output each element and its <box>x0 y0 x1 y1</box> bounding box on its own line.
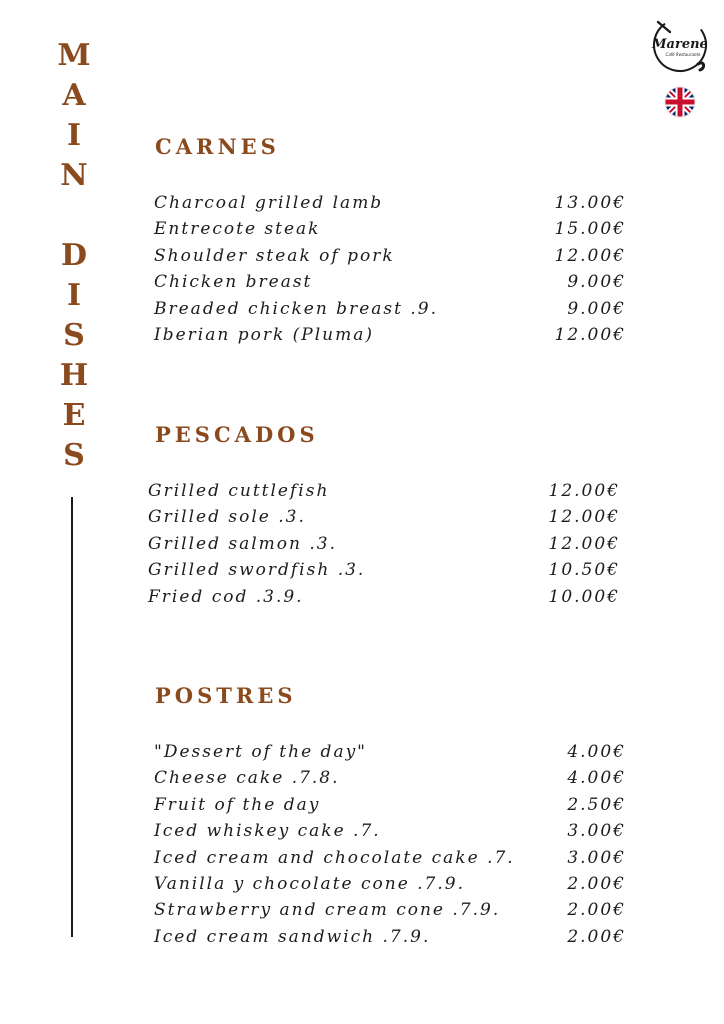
pescados-list <box>148 478 620 610</box>
menu-item <box>154 216 626 242</box>
item-price: 2.00€ <box>567 926 626 947</box>
item-name: Entrecote steak <box>154 219 321 240</box>
item-name: Fruit of the day <box>154 794 321 815</box>
item-price: 12.00€ <box>554 245 626 266</box>
section-title-postres: POSTRES <box>155 683 297 708</box>
item-name: Cheese cake .7.8. <box>154 768 340 789</box>
side-title-letter: I <box>66 118 82 153</box>
vertical-divider <box>71 497 73 937</box>
menu-item <box>154 845 626 871</box>
menu-item <box>154 322 626 348</box>
carnes-list <box>154 190 626 348</box>
item-name: Chicken breast <box>154 272 313 293</box>
item-price: 4.00€ <box>567 742 626 762</box>
item-name: Grilled cuttlefish <box>148 481 330 501</box>
menu-item <box>154 924 626 950</box>
item-name: Grilled swordfish .3. <box>148 560 366 581</box>
menu-item <box>154 269 626 295</box>
item-name: Iced whiskey cake .7. <box>154 821 381 842</box>
item-price: 9.00€ <box>567 298 626 319</box>
side-title-letter: A <box>62 78 86 113</box>
menu-item <box>154 296 626 322</box>
side-title-letter: S <box>63 318 85 353</box>
item-name: Grilled sole .3. <box>148 507 306 528</box>
menu-item <box>148 584 620 610</box>
item-price: 13.00€ <box>554 193 626 213</box>
item-price: 2.00€ <box>567 873 626 894</box>
menu-item <box>148 557 620 583</box>
section-title-pescados: PESCADOS <box>155 422 319 447</box>
menu-item <box>154 818 626 844</box>
section-title-carnes: CARNES <box>155 134 280 159</box>
item-name: Iced cream and chocolate cake .7. <box>154 847 515 868</box>
menu-item <box>154 190 626 216</box>
item-price: 12.00€ <box>548 533 620 554</box>
item-price: 4.00€ <box>567 768 626 789</box>
logo-text: Marene <box>652 37 708 52</box>
item-name: Breaded chicken breast .9. <box>154 298 438 319</box>
item-name: Strawberry and cream cone .7.9. <box>154 900 501 921</box>
item-price: 9.00€ <box>567 272 626 293</box>
item-price: 12.00€ <box>548 507 620 528</box>
side-title-letter: H <box>59 358 89 393</box>
item-name: Iced cream sandwich .7.9. <box>154 926 431 947</box>
item-name: Charcoal grilled lamb <box>154 193 384 213</box>
item-price: 3.00€ <box>567 821 626 842</box>
item-price: 3.00€ <box>567 847 626 868</box>
uk-flag-icon[interactable] <box>664 86 696 118</box>
item-name: Fried cod .3.9. <box>148 586 304 607</box>
menu-item <box>154 739 626 765</box>
side-title-letter: S <box>63 438 85 473</box>
side-title-letter: N <box>60 158 88 193</box>
logo-subtext: Café Restaurante <box>665 52 701 57</box>
menu-item <box>154 871 626 897</box>
item-price: 2.00€ <box>567 900 626 921</box>
item-price: 10.50€ <box>548 560 620 581</box>
postres-list <box>154 739 626 950</box>
item-price: 12.00€ <box>554 324 626 345</box>
menu-item <box>148 478 620 504</box>
restaurant-logo <box>650 14 710 76</box>
item-price: 15.00€ <box>554 219 626 240</box>
item-name: "Dessert of the day" <box>154 742 367 762</box>
side-title-letter: M <box>57 38 91 73</box>
item-name: Iberian pork (Pluma) <box>154 324 375 345</box>
menu-item <box>154 897 626 923</box>
side-title-letter: I <box>66 278 82 313</box>
menu-item <box>154 792 626 818</box>
item-price: 12.00€ <box>548 481 620 501</box>
side-title-letter: E <box>62 398 86 433</box>
item-name: Vanilla y chocolate cone .7.9. <box>154 873 465 894</box>
item-price: 2.50€ <box>567 794 626 815</box>
side-title-main-dishes <box>52 36 96 476</box>
side-title-letter: D <box>60 238 87 273</box>
item-name: Grilled salmon .3. <box>148 533 337 554</box>
menu-item <box>154 243 626 269</box>
menu-item <box>154 765 626 791</box>
item-name: Shoulder steak of pork <box>154 245 395 266</box>
item-price: 10.00€ <box>548 586 620 607</box>
menu-item <box>148 531 620 557</box>
menu-item <box>148 504 620 530</box>
